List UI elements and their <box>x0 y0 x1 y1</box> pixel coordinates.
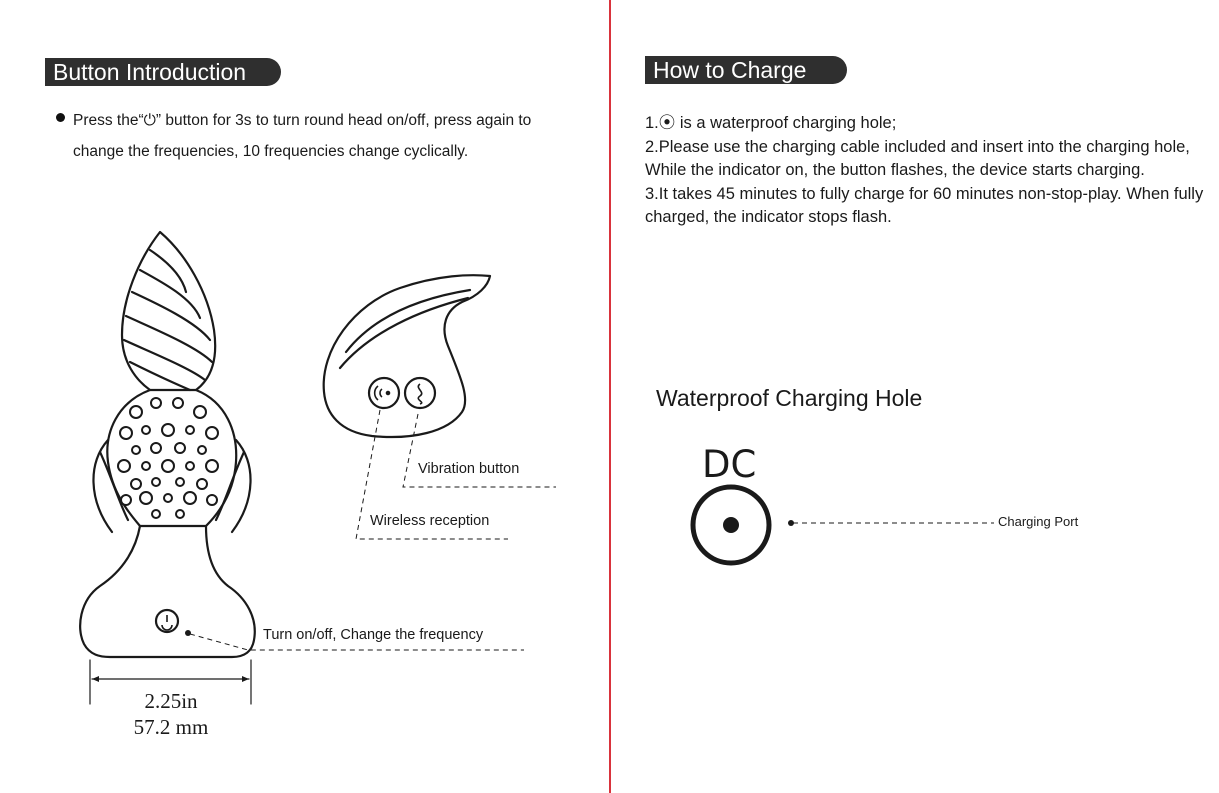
waterproof-charging-hole-title: Waterproof Charging Hole <box>656 385 923 411</box>
button-instruction-text: Press the“⏻” button for 3s to turn round head on/off, press again to change the frequencies, 10 frequencies change cyclically. <box>73 112 532 160</box>
wireless-reception-label: Wireless reception <box>370 513 490 529</box>
vibration-button-label: Vibration button <box>418 461 520 477</box>
power-icon <box>162 625 172 630</box>
charging-port-label: Charging Port <box>998 514 1079 529</box>
wireless-icon <box>375 386 382 400</box>
stud-pattern <box>118 398 218 518</box>
how-to-charge-heading: How to Charge <box>645 56 847 84</box>
wand-head-illustration <box>324 275 490 437</box>
dc-label: DC <box>702 443 757 486</box>
dimension-mm: 57.2 mm <box>133 715 209 739</box>
charge-step-2: 2.Please use the charging cable included and insert into the charging hole, While the indicator on, the button flashes, the device starts charging. <box>645 137 1190 179</box>
product-base-illustration <box>80 526 255 657</box>
product-tip-illustration <box>122 232 215 390</box>
power-button-label: Turn on/off, Change the frequency <box>263 627 484 643</box>
charge-step-3: 3.It takes 45 minutes to fully charge for 60 minutes non-stop-play. When fully charged, the indicator stops flash. <box>645 184 1204 226</box>
vibration-icon <box>418 384 421 404</box>
charge-step-1: 1.⦿ is a waterproof charging hole; <box>645 114 897 132</box>
charging-instructions <box>645 112 1205 230</box>
button-introduction-heading: Button Introduction <box>45 58 281 86</box>
dimension-inches: 2.25in <box>144 689 198 713</box>
charging-port-center <box>723 517 739 533</box>
